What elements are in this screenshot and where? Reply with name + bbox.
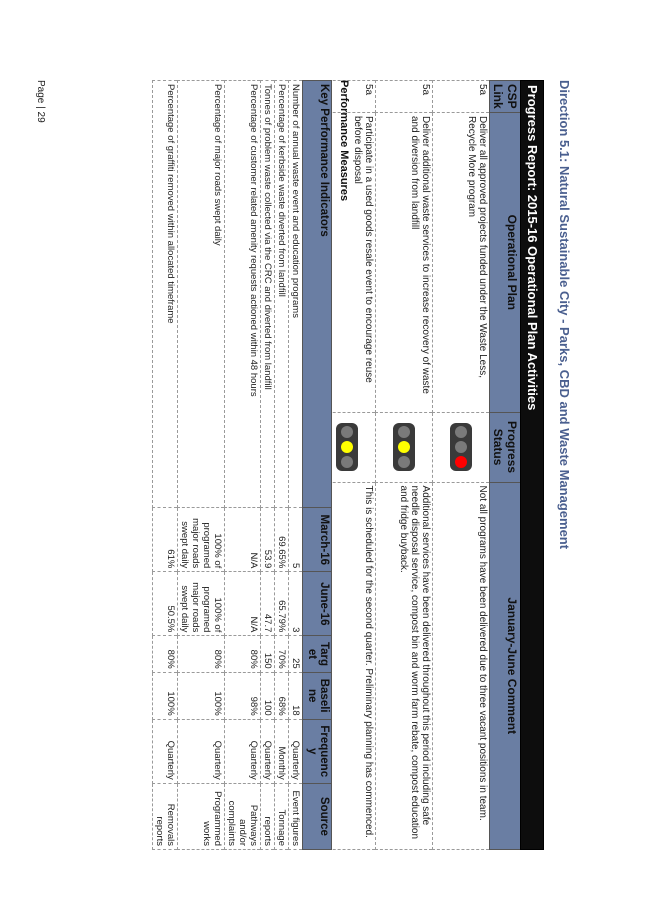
table-row xyxy=(225,81,261,850)
frequency-value: Quarterly xyxy=(153,719,178,783)
baseline-value: 98% xyxy=(225,672,261,719)
baseline-value: 100% xyxy=(178,672,225,719)
march-value: N/A xyxy=(225,508,261,572)
header-target: Targ et xyxy=(303,636,332,672)
progress-status xyxy=(433,412,490,482)
operational-plan: Deliver all approved projects funded under the Waste Less, Recycle More program xyxy=(433,112,490,412)
baseline-value: 68% xyxy=(275,672,289,719)
traffic-light-icon xyxy=(336,423,358,471)
header-progress-status: Progress Status xyxy=(490,412,521,482)
operational-plan: Participate in a used goods resale event to encourage reuse before disposal xyxy=(319,112,376,412)
kpi-name: Number of annual waste event and education programs xyxy=(289,81,303,508)
kpi-name: Percentage of graffiti removed within allocated timeframe xyxy=(153,81,178,508)
target-value: 150 xyxy=(261,636,275,672)
frequency-value: Quarterly xyxy=(261,719,275,783)
source-value: Removals reports xyxy=(153,783,178,849)
june-value: 50.5% xyxy=(153,572,178,636)
kpi-name: Percentage of kerbside waste diverted from landfill xyxy=(275,81,289,508)
page-heading: Direction 5.1: Natural Sustainable City - Parks, CBD and Waste Management xyxy=(557,80,572,550)
table-row xyxy=(275,81,289,850)
performance-measures-table xyxy=(152,80,332,850)
baseline-value: 100 xyxy=(261,672,275,719)
source-value: Programmed works xyxy=(178,783,225,849)
march-value: 100% of programed major roads swept daily xyxy=(178,508,225,572)
operational-plan: Deliver additional waste services to increase recovery of waste and diversion from landfill xyxy=(376,112,433,412)
comment: Additional services have been delivered throughout this period including safe needle disposal service, compost bin and worm farm rebate, compost education and fridge buyback. xyxy=(376,482,433,849)
page-number: Page | 29 xyxy=(35,80,46,123)
kpi-name: Tonnes of problem waste collected via the CRC and diverted from landfill xyxy=(261,81,275,508)
csp-link: 5a xyxy=(319,81,376,113)
progress-status xyxy=(376,412,433,482)
header-march: March-16 xyxy=(303,508,332,572)
table-row xyxy=(376,81,433,850)
frequency-value: Quarterly xyxy=(289,719,303,783)
target-value: 70% xyxy=(275,636,289,672)
header-operational-plan: Operational Plan xyxy=(490,112,521,412)
source-value: reports xyxy=(261,783,275,849)
baseline-value: 100% xyxy=(153,672,178,719)
march-value: 69.65% xyxy=(275,508,289,572)
header-kpi: Key Performance Indicators xyxy=(303,81,332,508)
table-row xyxy=(261,81,275,850)
comment: Not all programs have been delivered due to three vacant positions in team. xyxy=(433,482,490,849)
progress-report-title: Progress Report: 2015-16 Operational Plan Activities xyxy=(521,81,544,850)
csp-link: 5a xyxy=(433,81,490,113)
header-comment: January-June Comment xyxy=(490,482,521,849)
progress-report-table xyxy=(318,80,544,850)
june-value: 47.7 xyxy=(261,572,275,636)
target-value: 80% xyxy=(178,636,225,672)
frequency-value: Monthly xyxy=(275,719,289,783)
header-june: June-16 xyxy=(303,572,332,636)
kpi-name: Percentage of major roads swept daily xyxy=(178,81,225,508)
march-value: 53.9 xyxy=(261,508,275,572)
june-value: 65.79% xyxy=(275,572,289,636)
frequency-value: Quarterly xyxy=(225,719,261,783)
source-value: Tonnage xyxy=(275,783,289,849)
june-value: N/A xyxy=(225,572,261,636)
header-baseline: Baseli ne xyxy=(303,672,332,719)
table-row xyxy=(433,81,490,850)
table-row xyxy=(289,81,303,850)
target-value: 80% xyxy=(225,636,261,672)
target-value: 80% xyxy=(153,636,178,672)
comment: This is scheduled for the second quarter. Preliminary planning has commenced. xyxy=(319,482,376,849)
baseline-value: 18 xyxy=(289,672,303,719)
csp-link: 5a xyxy=(376,81,433,113)
traffic-light-icon xyxy=(450,423,472,471)
source-value: Event figures xyxy=(289,783,303,849)
performance-heading: Performance Measures xyxy=(338,80,350,202)
march-value: 61% xyxy=(153,508,178,572)
header-frequency: Frequenc y xyxy=(303,719,332,783)
june-value: 100% of programed major roads swept daily xyxy=(178,572,225,636)
header-source: Source xyxy=(303,783,332,849)
source-value: Pathways and/or complaints xyxy=(225,783,261,849)
june-value: 3 xyxy=(289,572,303,636)
target-value: 25 xyxy=(289,636,303,672)
kpi-name: Percentage of customer related amenity requests actioned within 48 hours xyxy=(225,81,261,508)
frequency-value: Quarterly xyxy=(178,719,225,783)
header-csp-link: CSP Link xyxy=(490,81,521,113)
march-value: 5 xyxy=(289,508,303,572)
table-row xyxy=(153,81,178,850)
traffic-light-icon xyxy=(393,423,415,471)
table-row xyxy=(178,81,225,850)
